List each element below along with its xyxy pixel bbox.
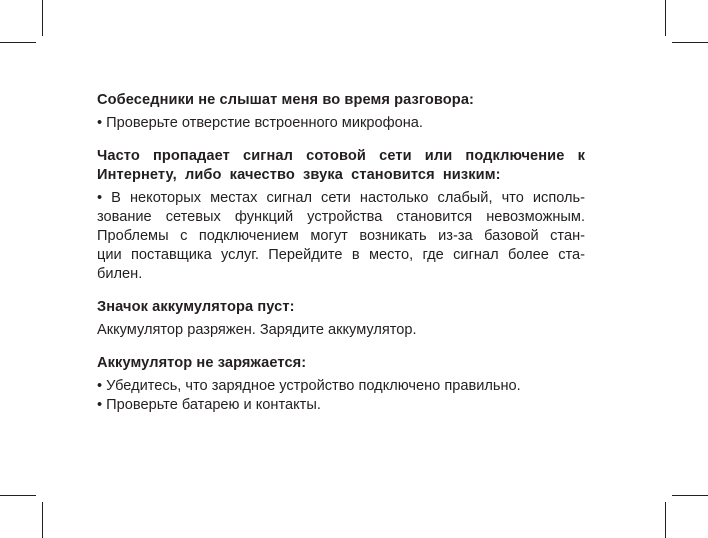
section-heading <box>97 147 585 185</box>
heading-line: Собеседники не слышат меня во время разговора: <box>97 92 474 108</box>
crop-mark-bottom-left-horizontal <box>0 495 36 496</box>
section-body <box>97 377 585 415</box>
crop-mark-top-right-vertical <box>665 0 666 36</box>
body-line: билен. <box>97 266 143 282</box>
section-heading <box>97 298 585 317</box>
document-content <box>97 91 585 429</box>
heading-line: Часто пропадает сигнал сотовой сети или подключение к <box>97 148 585 164</box>
body-line: • Проверьте отверстие встроенного микрофона. <box>97 115 423 131</box>
section-body <box>97 321 585 340</box>
section-battery-not-charging <box>97 354 585 415</box>
heading-line: Значок аккумулятора пуст: <box>97 299 295 315</box>
section-heading <box>97 354 585 373</box>
section-network-signal <box>97 147 585 284</box>
crop-mark-bottom-right-vertical <box>665 502 666 538</box>
body-line: Проблемы с подключением могут возникать из-за базовой стан- <box>97 228 585 244</box>
body-line: Аккумулятор разряжен. Зарядите аккумулятор. <box>97 322 417 338</box>
body-line: • Проверьте батарею и контакты. <box>97 397 321 413</box>
body-line: • Убедитесь, что зарядное устройство подключено правильно. <box>97 378 521 394</box>
crop-mark-top-left-horizontal <box>0 42 36 43</box>
section-body <box>97 189 585 284</box>
crop-mark-top-left-vertical <box>42 0 43 36</box>
section-heading <box>97 91 585 110</box>
body-line: ции поставщика услуг. Перейдите в место, где сигнал более ста- <box>97 247 585 263</box>
section-battery-empty <box>97 298 585 340</box>
body-line: зование сетевых функций устройства становится невозможным. <box>97 209 585 225</box>
section-body <box>97 114 585 133</box>
crop-mark-top-right-horizontal <box>672 42 708 43</box>
crop-mark-bottom-right-horizontal <box>672 495 708 496</box>
heading-line: Интернету, либо качество звука становится низким: <box>97 167 501 183</box>
section-microphone <box>97 91 585 133</box>
heading-line: Аккумулятор не заряжается: <box>97 355 307 371</box>
crop-mark-bottom-left-vertical <box>42 502 43 538</box>
body-line: • В некоторых местах сигнал сети настолько слабый, что исполь- <box>97 190 585 206</box>
